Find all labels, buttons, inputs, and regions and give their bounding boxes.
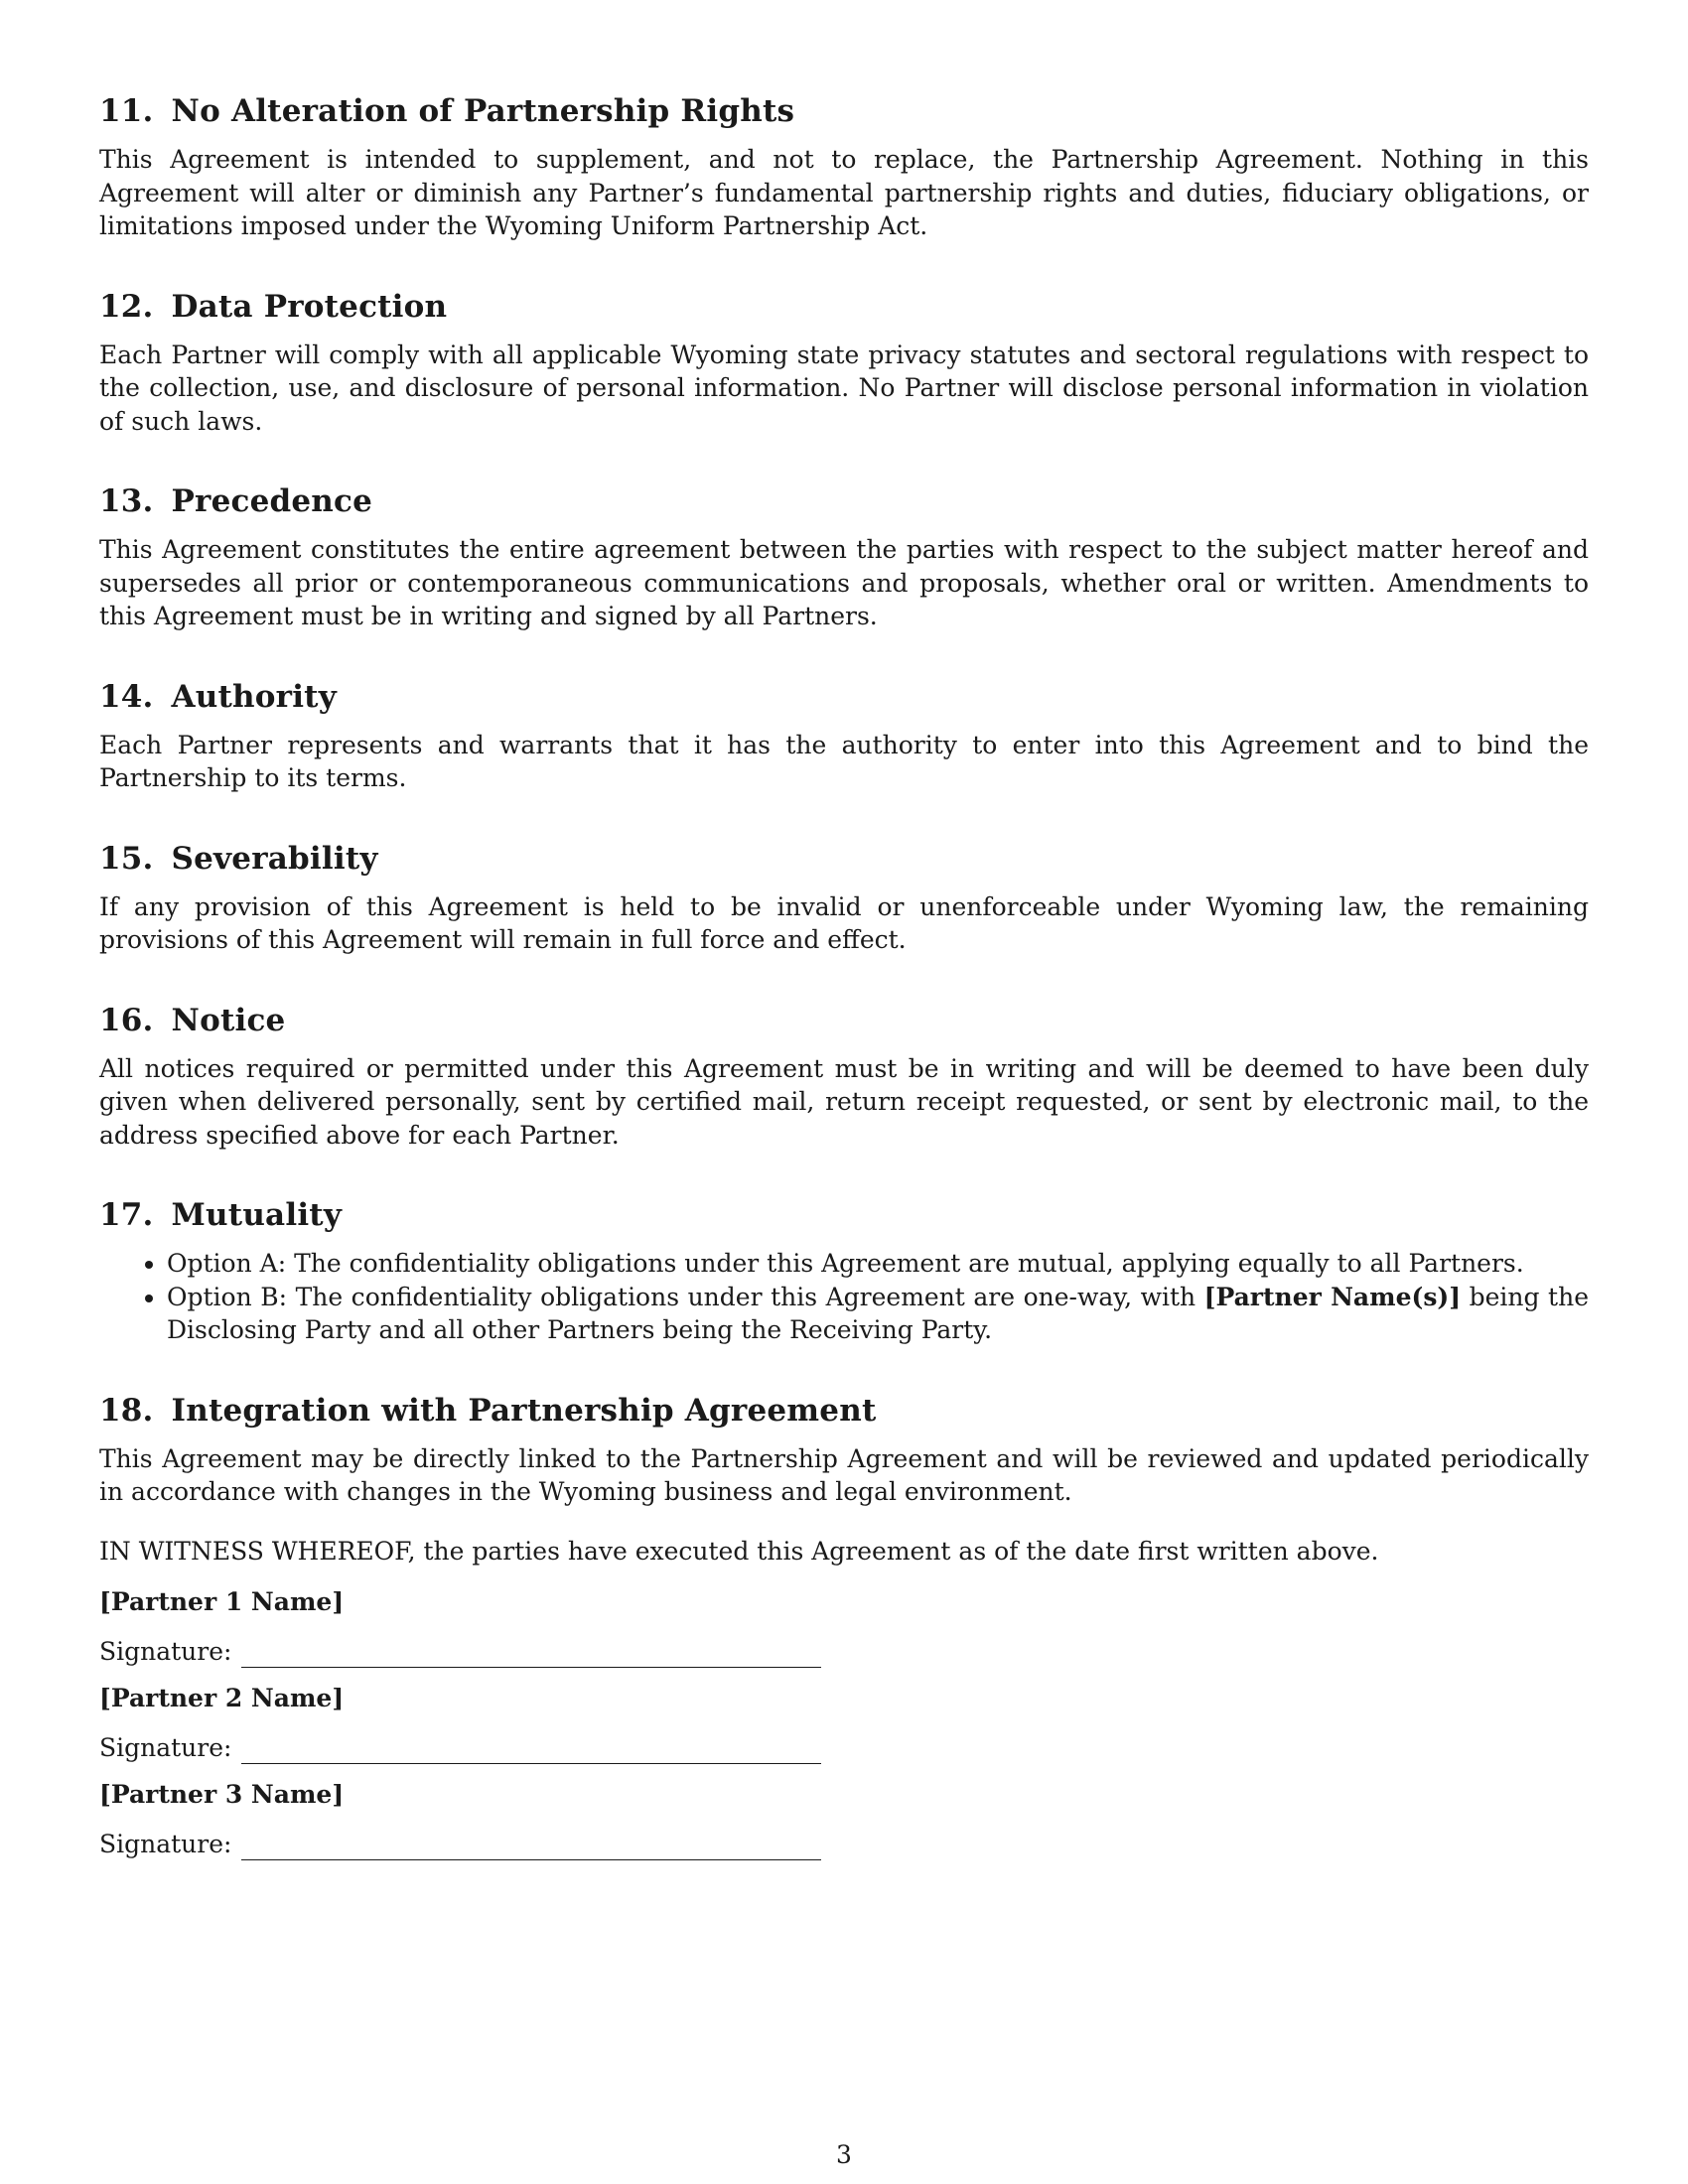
section-title: Integration with Partnership Agreement (171, 1392, 877, 1429)
section-heading (99, 839, 1589, 879)
signature-label: Signature: (99, 1636, 232, 1666)
section-18-integration (99, 1391, 1589, 1509)
section-15 (99, 839, 1589, 957)
section-number: 12. (99, 288, 154, 325)
section-body: Each Partner represents and warrants that it has the authority to enter into this Agreement and to bind the Partnership to its terms. (99, 730, 1589, 792)
document-page (99, 91, 1589, 1874)
signature-line (99, 1731, 1589, 1765)
section-number: 13. (99, 483, 154, 519)
section-number: 16. (99, 1002, 154, 1038)
option-b-text-start: Option B: The confidentiality obligations under this Agreement are one-way, with (167, 1282, 1204, 1311)
section-title: Data Protection (171, 288, 448, 325)
section-heading (99, 677, 1589, 717)
section-body: This Agreement may be directly linked to the Partnership Agreement and will be reviewed and updated periodically in accordance with changes in the Wyoming business and legal environment. (99, 1443, 1589, 1506)
section-body: All notices required or permitted under this Agreement must be in writing and will be deemed to have been duly given when delivered personally, sent by certified mail, return receipt requested, or sent by electronic mail, to the address specified above for each Partner. (99, 1053, 1589, 1150)
section-title: Authority (171, 678, 337, 715)
section-13 (99, 481, 1589, 633)
section-body: This Agreement constitutes the entire agreement between the parties with respect to the subject matter hereof and supersedes all prior or contemporaneous communications and proposals, whether oral or written. Amendments to this Agreement must be in writing and signed by all Partners. (99, 535, 1589, 630)
partner-name: [Partner 1 Name] (99, 1587, 345, 1616)
signature-line (99, 1828, 1589, 1861)
partner-name: [Partner 3 Name] (99, 1780, 345, 1809)
section-heading (99, 91, 1589, 131)
option-b-item (167, 1281, 1589, 1347)
section-number: 18. (99, 1392, 154, 1429)
section-number: 11. (99, 93, 154, 129)
partner-names-placeholder: [Partner Name(s)] (1203, 1282, 1462, 1311)
signature-label: Signature: (99, 1732, 232, 1762)
section-body: This Agreement is intended to supplement, and not to replace, the Partnership Agreement. Nothing in this Agreement will alter or diminish any Partner’s fundamental partnership rights and duties, fiduciary obligations, or limitations imposed under the Wyoming Uniform Partnership Act. (99, 145, 1589, 240)
section-heading (99, 287, 1589, 327)
partner-name: [Partner 2 Name] (99, 1684, 345, 1712)
section-14 (99, 677, 1589, 795)
signature-field[interactable] (241, 1737, 821, 1764)
section-16 (99, 1001, 1589, 1153)
section-heading (99, 1001, 1589, 1040)
section-12 (99, 287, 1589, 439)
section-body: If any provision of this Agreement is held to be invalid or unenforceable under Wyoming law, the remaining provisions of this Agreement will remain in full force and effect. (99, 891, 1589, 954)
section-number: 15. (99, 840, 154, 877)
section-number: 14. (99, 678, 154, 715)
signature-block-partner-2 (99, 1682, 1589, 1764)
section-title: Precedence (171, 483, 373, 519)
section-body: Each Partner will comply with all applicable Wyoming state privacy statutes and sectoral regulations with respect to the collection, use, and disclosure of personal information. No Partner will disclose personal information in violation of such laws. (99, 340, 1589, 436)
section-11 (99, 91, 1589, 243)
mutuality-options-list (99, 1247, 1589, 1347)
signature-block-partner-3 (99, 1778, 1589, 1860)
signature-block-partner-1 (99, 1585, 1589, 1668)
section-title: No Alteration of Partnership Rights (171, 93, 795, 129)
signature-label: Signature: (99, 1829, 232, 1858)
option-a-item: • Option A: The confidentiality obligations under this Agreement are mutual, applying equally to all Partners. (167, 1247, 1589, 1281)
section-heading (99, 1195, 1589, 1235)
witness-clause: IN WITNESS WHEREOF, the parties have executed this Agreement as of the date first written above. (99, 1536, 1379, 1566)
section-17-mutuality (99, 1195, 1589, 1347)
signature-field[interactable] (241, 1834, 821, 1860)
section-number: 17. (99, 1197, 154, 1233)
section-title: Severability (171, 840, 378, 877)
signature-field[interactable] (241, 1641, 821, 1668)
section-heading (99, 1391, 1589, 1431)
page-number: 3 (836, 2140, 852, 2169)
section-heading (99, 481, 1589, 521)
signature-line (99, 1635, 1589, 1669)
section-title: Mutuality (171, 1197, 343, 1233)
option-b-text-end: being the Disclosing Party and all other Partners being the Receiving Party. (167, 1282, 1589, 1344)
section-title: Notice (171, 1002, 286, 1038)
